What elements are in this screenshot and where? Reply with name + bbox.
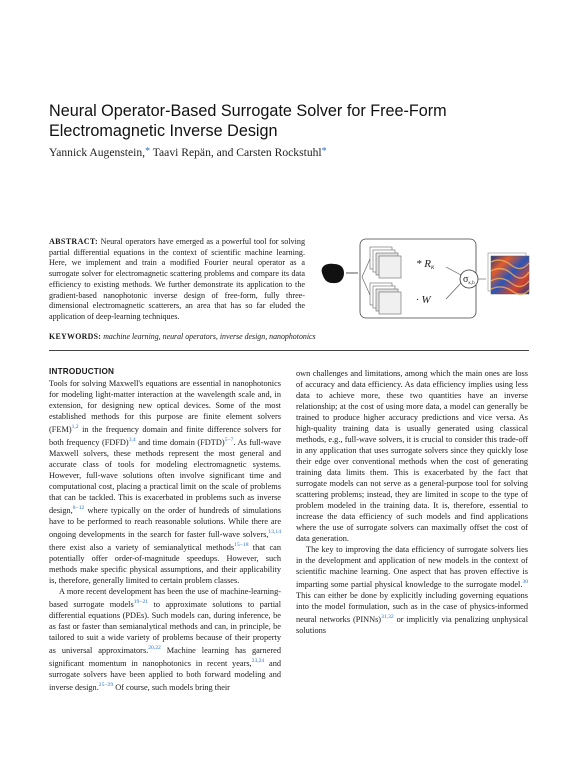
citation-link[interactable]: 25−29: [98, 682, 114, 688]
citation-link[interactable]: 31,32: [381, 614, 394, 620]
author-list: [49, 146, 327, 159]
keywords: [49, 332, 349, 342]
abstract-text: Neural operators have emerged as a powerful tool for solving partial differential equations in the context of scientific machine learning. Here, we implement and train a modified Fourier neural operator as a surrogate solver for electromagnetic scattering problems and compare its data efficiency to existing methods. We further demonstrate its application to the gradient-based nanophotonic inverse design of free-form, fully three-dimensional electromagnetic scatterers, an area that has so far eluded the application of deep-learning techniques.: [49, 237, 306, 321]
author-name: Yannick Augenstein,: [49, 146, 146, 159]
paragraph: The key to improving the data efficiency of surrogate solvers lies in the development and application of new models in the context of scientific machine learning. One aspect that has proven effective is imparting some partial physical knowledge to the surrogate model.$^{30}$ This can either be done by explicitly including governing equations into the model formulation, such as in the case of physics-informed neural networks (PINNs)$^{31,32}$ or implicitly via penalizing unphysical solutions: [296, 545, 528, 635]
sigma-label: σ: [463, 274, 469, 285]
r-kappa-sub: κ: [430, 263, 435, 271]
abstract-label: ABSTRACT:: [49, 237, 99, 246]
abstract: [49, 237, 305, 323]
keywords-label: KEYWORDS:: [49, 332, 102, 341]
sigma-sub: κ,b: [468, 281, 475, 286]
citation-link[interactable]: 15−18: [234, 542, 249, 548]
citation-link[interactable]: 20,22: [148, 645, 161, 651]
citation-link[interactable]: 30: [522, 579, 528, 585]
section-divider: [49, 350, 529, 351]
citation-link[interactable]: 19−21: [133, 599, 149, 605]
citation-link[interactable]: 8−12: [72, 505, 85, 511]
corresponding-mark[interactable]: *: [321, 146, 327, 157]
section-heading: INTRODUCTION: [49, 367, 115, 376]
author-name: Taavi Repän, and Carsten Rockstuhl: [150, 146, 322, 159]
citation-link[interactable]: 23,24: [251, 658, 265, 664]
paragraph: A more recent development has been the use of machine-learning-based surrogate models$^{19-21}$ to approximate solutions to partial differential equations (PDEs). Such models can, during inference, be as fast or faster than semianalytical methods and can, in principle, be tailored to suit a wide variety of problems because of their property as universal approximators.$^{20,22}$ Machine learning has garnered significant momentum in nanophotonics in recent years,$^{23,24}$ and surrogate solvers have been applied to both forward modeling and inverse design.$^{25-29}$ Of course, such models bring their: [49, 587, 281, 692]
field-output-image: [488, 253, 529, 294]
citation-link[interactable]: 13,14: [268, 529, 281, 535]
paper-title: Neural Operator-Based Surrogate Solver for Free-Form Electromagnetic Inverse Design: [49, 102, 447, 140]
citation-link[interactable]: 5−7: [224, 437, 234, 443]
r-kappa-label: * R: [416, 258, 431, 270]
paragraph: own challenges and limitations, among which the main ones are loss of accuracy and data efficiency. As data efficiency implies using less data to achieve more, these two quantities have an inverse relationship; at the cost of using more data, a model can generally be trained to produce higher accuracy predictions and vice versa. As high-quality training data is usually generated using classical methods, e.g., full-wave solvers, it is crucial to consider this trade-off in any application that uses surrogate solvers since they quickly lose their edge over conventional methods when the cost of generating training data limits them. This is exacerbated by the fact that surrogate models can not serve as a general-purpose tool for solving scattering problems; instead, they are limited in scope to the type of problem modeled in the training data. It is, therefore, essential to increase the data efficiency of such models and find applications where the use of surrogate solvers can maximally offset the cost of data generation.: [296, 369, 528, 543]
corresponding-mark[interactable]: *: [145, 146, 151, 157]
citation-link[interactable]: 1,2: [71, 424, 79, 430]
toc-graphic: [316, 237, 530, 321]
citation-link[interactable]: 3,4: [128, 437, 136, 443]
body-column-right: [296, 368, 528, 636]
keywords-text: machine learning, neural operators, inverse design, nanophotonics: [103, 332, 316, 341]
paragraph: Tools for solving Maxwell's equations are essential in nanophotonics for modeling light-matter interaction at the wavelength scale and, in extension, for designing new optical devices. Some of the most established methods for this purpose are finite element solvers (FEM)$^{1,2}$ in the frequency domain and finite difference solvers for both frequency (FDFD)$^{3,4}$ and time domain (FDTD)$^{5-7}$. As full-wave Maxwell solvers, these methods represent the most general and accurate class of tools for modeling electromagnetic systems. However, full-wave solutions often involve significant time and computational cost, placing a practical limit on the scale of problems that can be tackled. This is exacerbated in problems such as inverse design,$^{8-12}$ where typically on the order of hundreds of simulations have to be performed to reach reasonable solutions. While there are ongoing developments in the search for faster full-wave solvers,$^{13,14}$ there exist also a variety of semianalytical methods$^{15-18}$ that can potentially offer order-of-magnitude speedups. However, such methods make specific physical assumptions, and their applicability is, therefore, generally limited to certain problem classes.: [49, 379, 281, 585]
freeform-scatterer-shape: [322, 264, 344, 283]
body-column-left: [49, 378, 281, 693]
w-label: · W: [416, 294, 431, 306]
